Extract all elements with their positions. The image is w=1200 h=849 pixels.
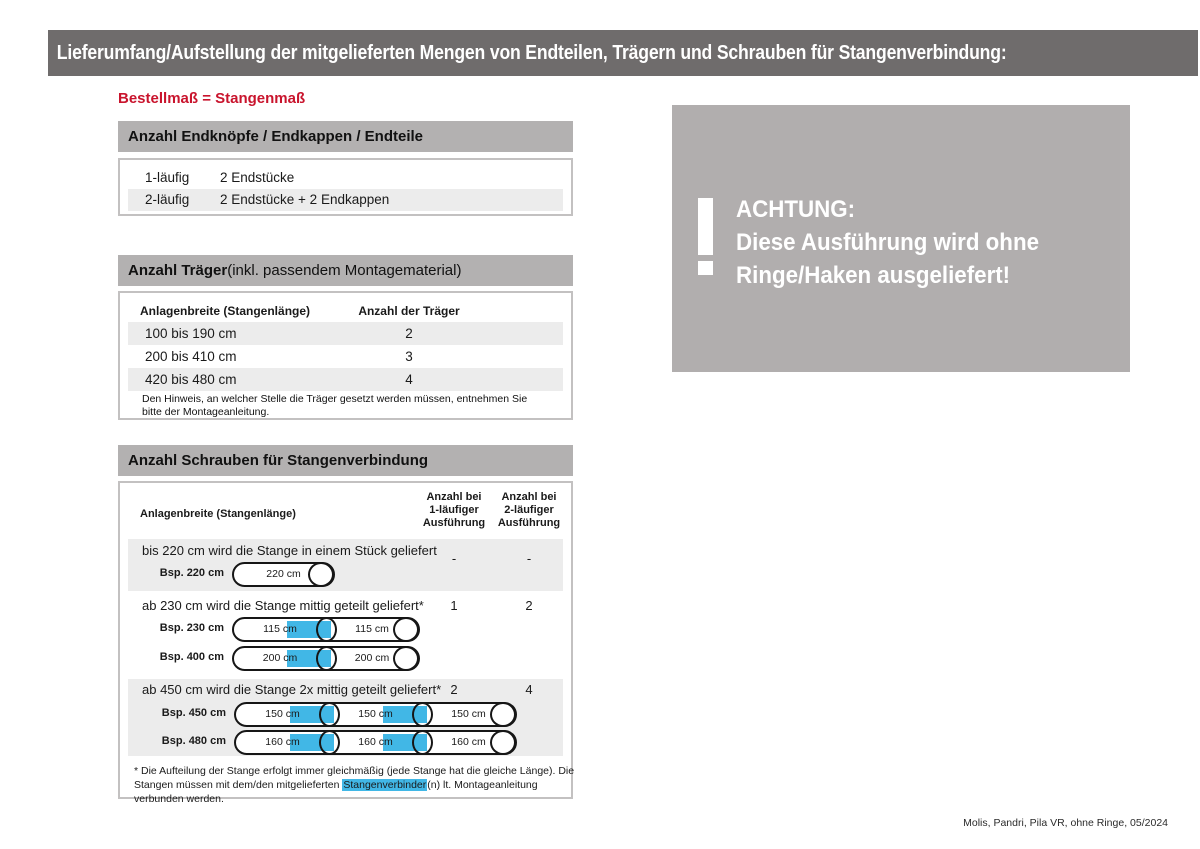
table-row bbox=[128, 322, 563, 345]
rod-illustration-480 bbox=[234, 730, 517, 755]
subtitle-bestellmass: Bestellmaß = Stangenmaß bbox=[118, 90, 306, 107]
schrauben-count-1laeufig: 2 bbox=[450, 682, 458, 697]
table-row bbox=[128, 189, 563, 211]
rod-example-label: Bsp. 230 cm bbox=[159, 622, 224, 634]
notice-box bbox=[672, 105, 1130, 372]
document-title: Lieferumfang/Aufstellung der mitgelieferten Mengen von Endteilen, Trägern und Schrauben für Stangenverbindung: bbox=[56, 41, 1007, 64]
traeger-row-count: 3 bbox=[405, 349, 413, 364]
schrauben-group-description: bis 220 cm wird die Stange in einem Stück geliefert bbox=[142, 543, 437, 558]
rod-segment-label: 150 cm bbox=[451, 708, 486, 720]
table-traeger bbox=[118, 291, 573, 420]
footer-product-reference: Molis, Pandri, Pila VR, ohne Ringe, 05/2024 bbox=[963, 817, 1168, 829]
rod-illustration-400 bbox=[232, 646, 420, 671]
schrauben-count-2laeufig: 4 bbox=[525, 682, 533, 697]
traeger-col-anlagenbreite: Anlagenbreite (Stangenlänge) bbox=[140, 304, 311, 318]
rod-segment-label: 200 cm bbox=[262, 652, 298, 664]
rod-segment-label: 115 cm bbox=[263, 623, 297, 635]
rod-example-label: Bsp. 400 cm bbox=[159, 651, 224, 663]
section-header-traeger bbox=[118, 255, 573, 286]
endteile-row-value: 2 Endstücke bbox=[220, 170, 295, 185]
schrauben-count-1laeufig: 1 bbox=[450, 598, 458, 613]
section-header-endteile-label: Anzahl Endknöpfe / Endkappen / Endteile bbox=[128, 128, 424, 145]
table-row bbox=[128, 345, 563, 368]
section-header-endteile bbox=[118, 121, 573, 152]
section-header-traeger-rest: (inkl. passendem Montagematerial) bbox=[227, 262, 462, 279]
schrauben-footnote bbox=[134, 764, 580, 806]
rod-illustration-220 bbox=[232, 562, 335, 587]
table-endteile bbox=[118, 158, 573, 216]
rod-segment-label: 220 cm bbox=[266, 568, 301, 580]
notice-text: ACHTUNG: Diese Ausführung wird ohne Ringe/Haken ausgeliefert! bbox=[736, 196, 1039, 289]
table-row bbox=[128, 368, 563, 391]
rod-segment-label: 115 cm bbox=[355, 623, 389, 635]
traeger-col-anzahl: Anzahl der Träger bbox=[358, 304, 460, 318]
table-row bbox=[128, 167, 563, 189]
traeger-row-range: 100 bis 190 cm bbox=[145, 326, 237, 341]
rod-illustration-230 bbox=[232, 617, 420, 642]
traeger-row-count: 4 bbox=[405, 372, 413, 387]
schrauben-col-2laeufig: Anzahl bei 2-läufiger Ausführung bbox=[497, 491, 561, 529]
traeger-row-count: 2 bbox=[405, 326, 413, 341]
schrauben-count-2laeufig: 2 bbox=[525, 598, 533, 613]
rod-segment-label: 150 cm bbox=[265, 708, 300, 720]
footnote-highlight-stangenverbinder: Stangenverbinder bbox=[343, 779, 427, 791]
schrauben-col-anlagenbreite: Anlagenbreite (Stangenlänge) bbox=[140, 508, 296, 520]
rod-segment-label: 160 cm bbox=[265, 736, 300, 748]
schrauben-count-2laeufig: - bbox=[526, 551, 532, 566]
schrauben-group-description: ab 230 cm wird die Stange mittig geteilt geliefert* bbox=[142, 598, 424, 613]
rod-segment-label: 160 cm bbox=[358, 736, 393, 748]
schrauben-group-description: ab 450 cm wird die Stange 2x mittig geteilt geliefert* bbox=[142, 682, 442, 697]
rod-example-label: Bsp. 220 cm bbox=[159, 567, 224, 579]
document-title-bar bbox=[48, 30, 1198, 76]
traeger-row-range: 420 bis 480 cm bbox=[145, 372, 237, 387]
endteile-row-value: 2 Endstücke + 2 Endkappen bbox=[220, 192, 390, 207]
rod-example-label: Bsp. 480 cm bbox=[161, 735, 226, 747]
section-header-schrauben bbox=[118, 445, 573, 476]
rod-segment-label: 160 cm bbox=[451, 736, 486, 748]
rod-example-label: Bsp. 450 cm bbox=[161, 707, 226, 719]
footnote-text-pre: * Die Aufteilung der Stange erfolgt immer gleichmäßig (jede Stange hat die gleiche Länge). Die Stangen müssen mit dem/den mitgelieferten bbox=[134, 765, 575, 791]
rod-segment-label: 150 cm bbox=[358, 708, 393, 720]
schrauben-count-1laeufig: - bbox=[451, 551, 457, 566]
rod-segment-label: 200 cm bbox=[354, 652, 390, 664]
endteile-row-label: 2-läufig bbox=[145, 192, 190, 207]
rod-illustration-450 bbox=[234, 702, 517, 727]
endteile-row-label: 1-läufig bbox=[145, 170, 190, 185]
section-header-traeger-bold: Anzahl Träger bbox=[128, 262, 228, 279]
footnote-text-post: (n) lt. Montageanleitung verbunden werden. bbox=[134, 779, 538, 805]
traeger-note: Den Hinweis, an welcher Stelle die Träger gesetzt werden müssen, entnehmen Sie bitte der Montageanleitung. bbox=[142, 393, 528, 418]
section-header-schrauben-label: Anzahl Schrauben für Stangenverbindung bbox=[128, 452, 429, 469]
exclamation-icon-dot bbox=[698, 261, 713, 275]
schrauben-col-1laeufig: Anzahl bei 1-läufiger Ausführung bbox=[422, 491, 486, 529]
exclamation-icon bbox=[698, 198, 713, 255]
traeger-row-range: 200 bis 410 cm bbox=[145, 349, 237, 364]
table-schrauben bbox=[118, 481, 575, 805]
